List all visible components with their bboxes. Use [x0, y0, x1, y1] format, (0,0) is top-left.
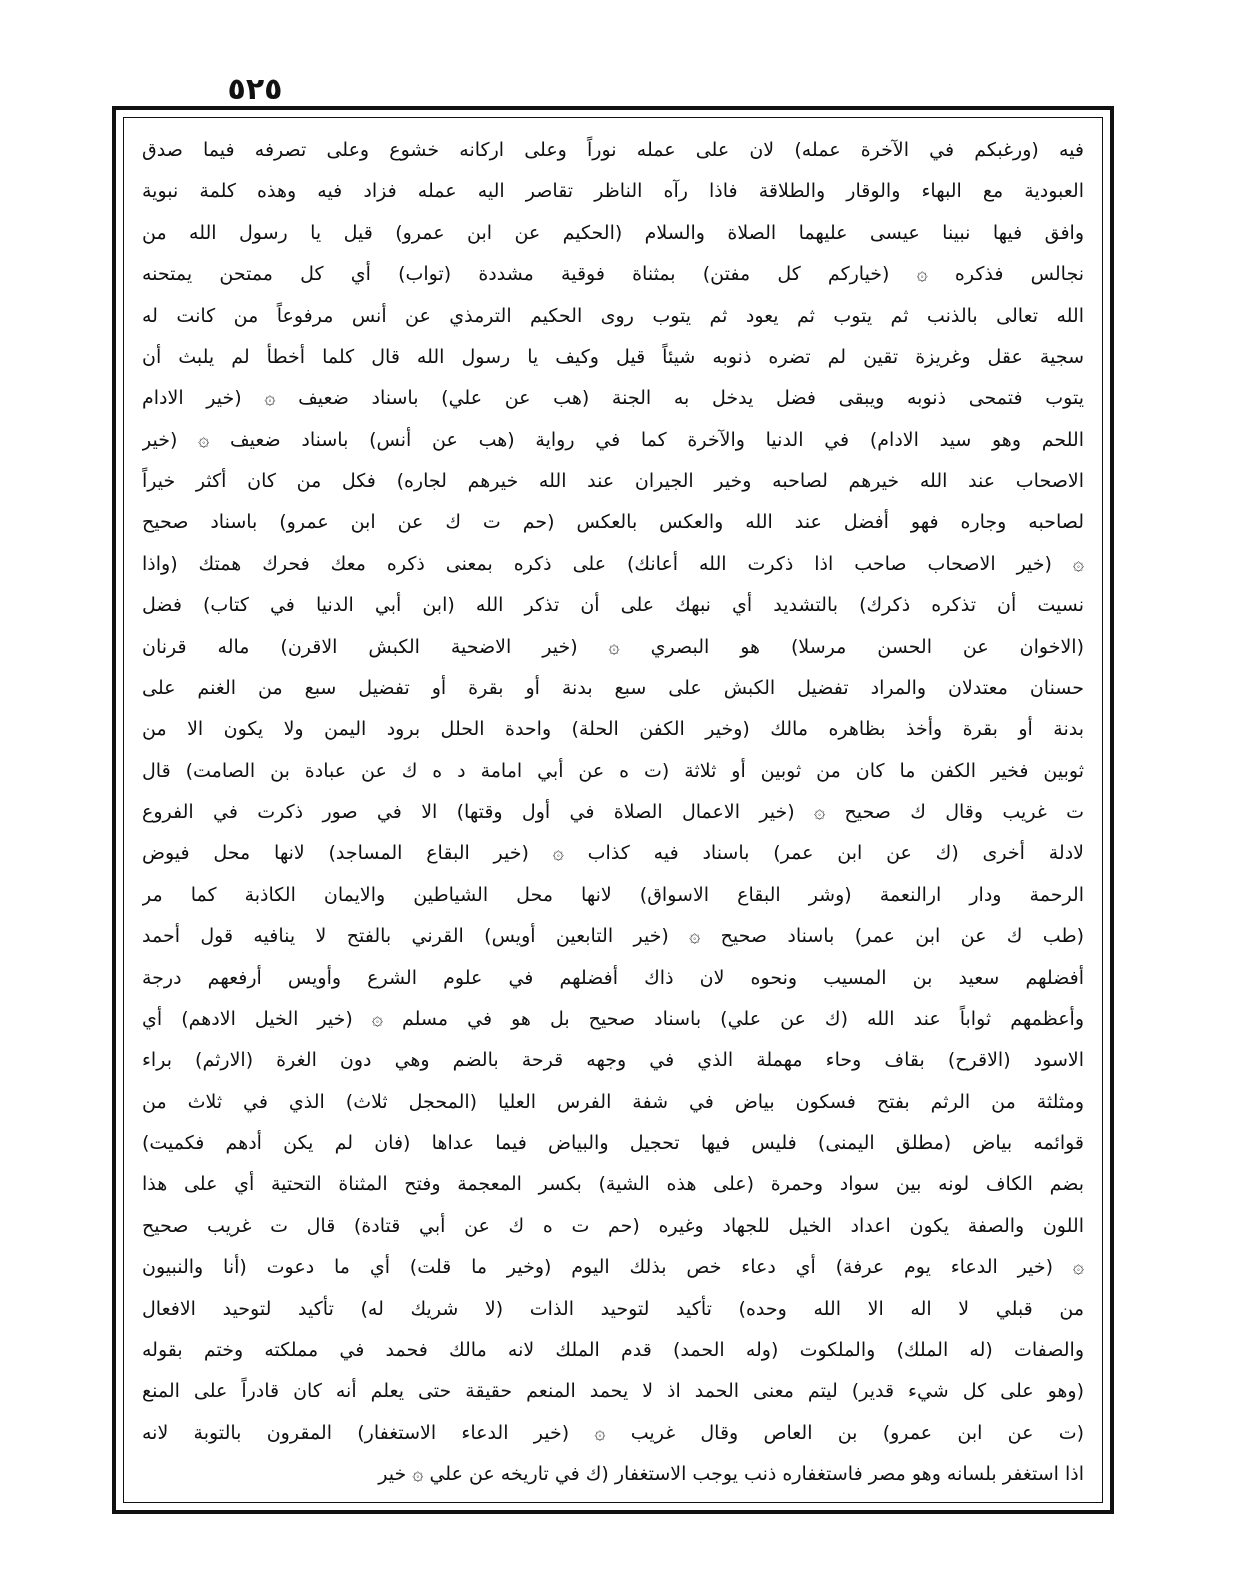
text-line: ۞ (خير الدعاء يوم عرفة) أي دعاء خص بذلك اليوم (وخير ما قلت) أي ما دعوت (أنا والنبيون — [142, 1256, 1084, 1279]
text-line: الاصحاب عند الله خيرهم لصاحبه وخير الجيران عند الله خيرهم لجاره) فكل من كان أكثر خيراً — [142, 470, 1084, 492]
text-line: اللحم وهو سيد الادام) في الدنيا والآخرة كما في رواية (هب عن أنس) باسناد ضعيف ۞ (خير — [142, 428, 1084, 451]
text-line: (الاخوان عن الحسن مرسلا) هو البصري ۞ (خير الاضحية الكبش الاقرن) ماله قرنان — [142, 635, 1084, 658]
page-number: ٥٢٥ — [227, 72, 283, 107]
text-line: العبودية مع البهاء والوقار والطلاقة فاذا رآه الناظر تقاصر اليه عمله فزاد فيه وهذه كلمة نبوية — [142, 180, 1084, 203]
text-line: بضم الكاف لونه بين سواد وحمرة (على هذه الشية) بكسر المعجمة وفتح المثناة التحتية أي على هذا — [142, 1173, 1084, 1196]
text-line: الاسود (الاقرح) بقاف وحاء مهملة الذي في وجهه قرحة بالضم وهي دون الغرة (الارثم) براء — [142, 1049, 1084, 1072]
text-line: سجية عقل وغريزة تقين لم تضره ذنوبه شيئاً قيل وكيف يا رسول الله قال كلما أخطأ لم يلبث أن — [142, 345, 1084, 368]
text-line: أفضلهم سعيد بن المسيب ونحوه لان ذاك أفضلهم في علوم الشرع وأويس أرفعهم درجة — [142, 966, 1084, 989]
page-border — [112, 106, 1114, 1514]
text-line: وافق فيها نبينا عيسى عليهما الصلاة والسلام (الحكيم عن ابن عمرو) قيل يا رسول الله من — [142, 221, 1084, 244]
text-line: يتوب فتمحى ذنوبه ويبقى فضل يدخل به الجنة (هب عن علي) باسناد ضعيف ۞ (خير الادام — [142, 387, 1084, 410]
text-line: الرحمة ودار ارالنعمة (وشر البقاع الاسواق) لانها محل الشياطين والايمان الكاذبة كما مر — [142, 883, 1084, 906]
text-line: قوائمه بياض (مطلق اليمنى) فليس فيها تحجيل والبياض فيما عداها (فان لم يكن أدهم فكميت) — [142, 1132, 1084, 1154]
text-line: ت غريب وقال ك صحيح ۞ (خير الاعمال الصلاة في أول وقتها) الا في صور ذكرت في الفروع — [142, 801, 1084, 823]
text-line: حسنان معتدلان والمراد تفضيل الكبش على سبع بدنة أو بقرة أو تفضيل سبع من الغنم على — [142, 676, 1084, 699]
text-line: (طب ك عن ابن عمر) باسناد صحيح ۞ (خير التابعين أويس) القرني بالفتح لا ينافيه قول أحمد — [142, 925, 1084, 948]
text-line: نسيت أن تذكره ذكرك) بالتشديد أي نبهك على أن تذكر الله (ابن أبي الدنيا في كتاب) فضل — [142, 594, 1084, 617]
text-line: ثوبين فخير الكفن ما كان من ثوبين أو ثلاثة (ت ه عن أبي امامة د ه ك عن عبادة بن الصامت) قال — [142, 759, 1084, 782]
text-line: بدنة أو بقرة وأخذ بظاهره مالك (وخير الكفن الحلة) واحدة الحلل برود اليمن ولا يكون الا من — [142, 718, 1084, 741]
text-line: (ت عن ابن عمرو) بن العاص وقال غريب ۞ (خير الدعاء الاستغفار) المقرون بالتوبة لانه — [142, 1421, 1084, 1444]
text-line: (وهو على كل شيء قدير) ليتم معنى الحمد اذ لا يحمد المنعم حقيقة حتى يعلم أنه كان قادراً على المنع — [142, 1380, 1084, 1403]
text-line: من قبلي لا اله الا الله وحده) تأكيد لتوحيد الذات (لا شريك له) تأكيد لتوحيد الافعال — [142, 1297, 1084, 1320]
text-line: اللون والصفة يكون اعداد الخيل للجهاد وغيره (حم ت ه ك عن أبي قتادة) قال ت غريب صحيح — [142, 1214, 1084, 1237]
text-line: اذا استغفر بلسانه وهو مصر فاستغفاره ذنب يوجب الاستغفار (ك في تاريخه عن علي ۞ خير — [378, 1463, 1084, 1485]
text-line: ومثلثة من الرثم بفتح فسكون بياض في شفة الفرس العليا (المحجل ثلاث) الذي في ثلاث من — [142, 1090, 1084, 1113]
text-line: لصاحبه وجاره فهو أفضل عند الله والعكس بالعكس (حم ت ك عن ابن عمرو) باسناد صحيح — [142, 511, 1084, 534]
text-line: نجالس فذكره ۞ (خياركم كل مفتن) بمثناة فوقية مشددة (تواب) أي كل ممتحن يمتحنه — [142, 263, 1084, 286]
text-line: فيه (ورغبكم في الآخرة عمله) لان على عمله نوراً وعلى اركانه خشوع وعلى تصرفه فيما صدق — [142, 139, 1084, 161]
text-line: ۞ (خير الاصحاب صاحب اذا ذكرت الله أعانك) على ذكره بمعنى ذكره معك فحرك همتك (واذا — [142, 552, 1084, 575]
text-line: والصفات (له الملك) والملكوت (وله الحمد) قدم الملك لانه مالك فحمد في مملكته وختم بقوله — [142, 1338, 1084, 1361]
text-line: وأعظمهم ثواباً عند الله (ك عن علي) باسناد صحيح بل هو في مسلم ۞ (خير الخيل الادهم) أي — [142, 1007, 1084, 1030]
text-line: الله تعالى بالذنب ثم يتوب ثم يعود ثم يتوب روى الحكيم الترمذي عن أنس مرفوعاً من كانت له — [142, 304, 1084, 327]
text-line: لادلة أخرى (ك عن ابن عمر) باسناد فيه كذاب ۞ (خير البقاع المساجد) لانها محل فيوض — [142, 842, 1084, 865]
text-body — [142, 132, 1084, 1492]
page-border-inner — [123, 117, 1103, 1503]
